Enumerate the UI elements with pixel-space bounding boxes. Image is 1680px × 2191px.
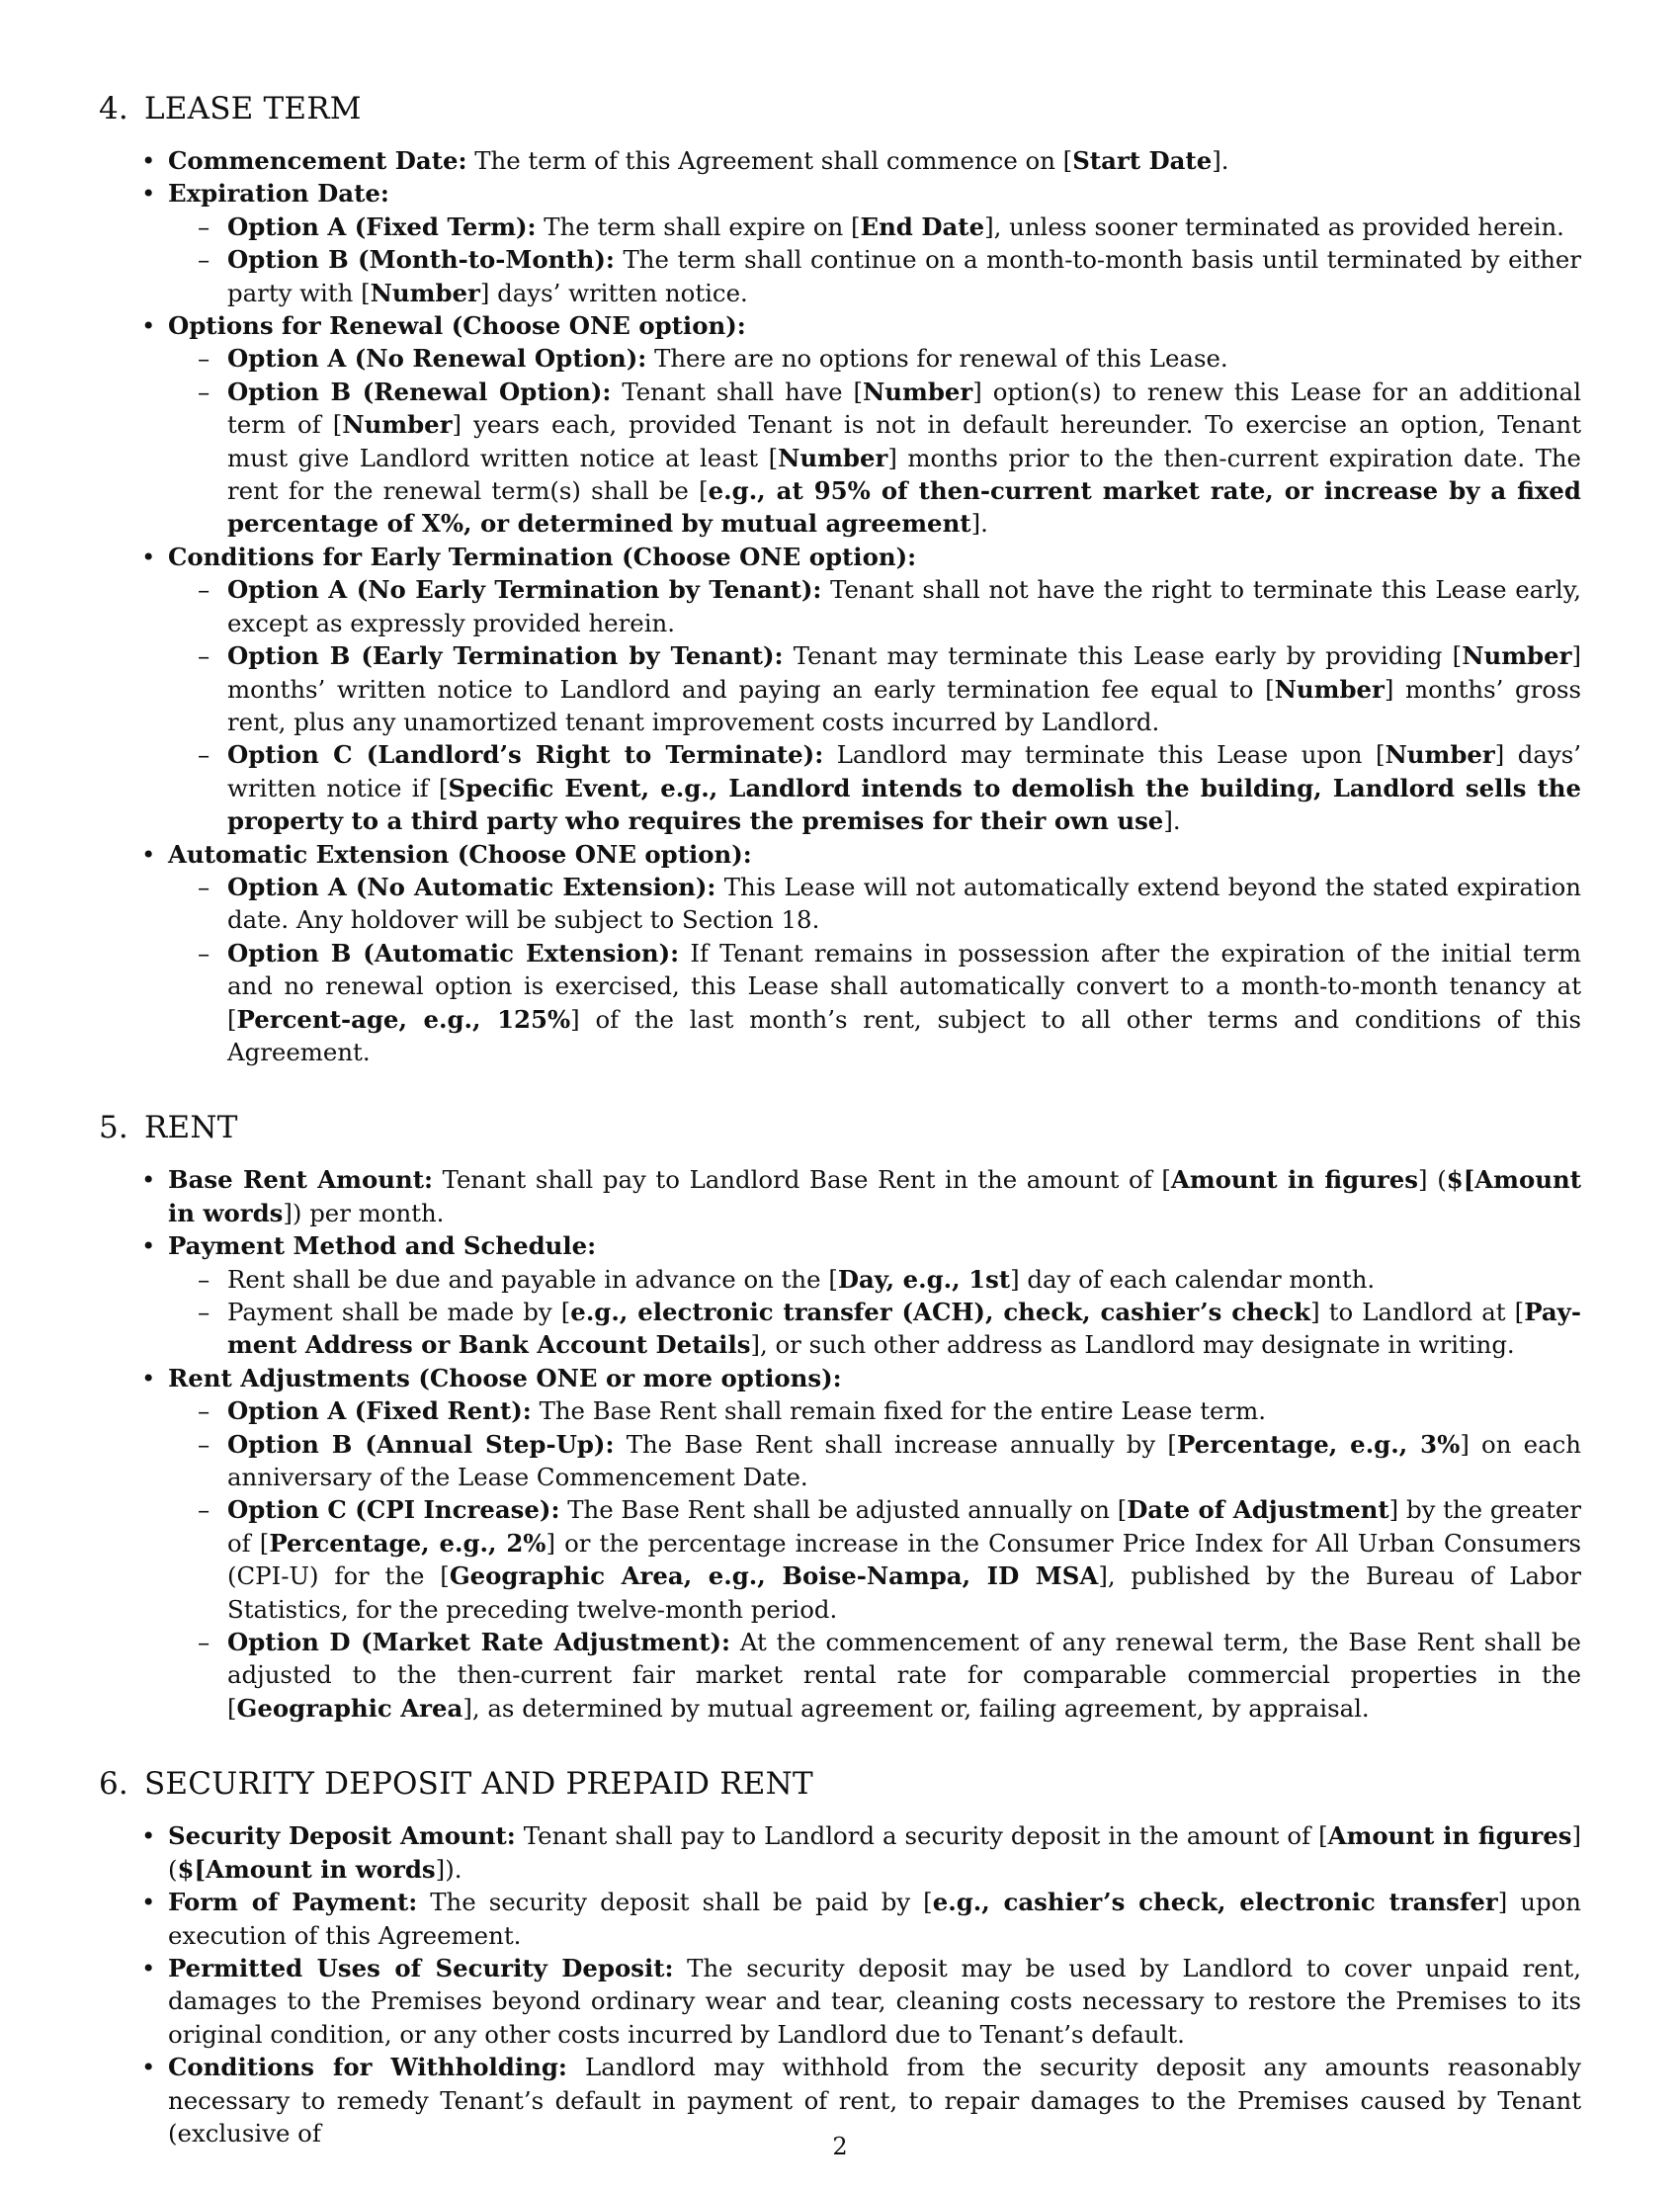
text-run: ] ( xyxy=(1418,1165,1447,1195)
section-heading xyxy=(99,91,1581,126)
text-run: Tenant may terminate this Lease early by providing [ xyxy=(783,641,1463,671)
bold-text: Expiration Date: xyxy=(168,179,389,209)
text-run: The Base Rent shall be adjusted annually on [ xyxy=(559,1495,1128,1525)
bold-text: Start Date xyxy=(1072,146,1213,175)
text-run: Payment shall be made by [ xyxy=(227,1298,571,1326)
sub-list xyxy=(168,1394,1581,1725)
text-run: The Base Rent shall remain fixed for the entire Lease term. xyxy=(531,1396,1267,1426)
bold-text: Option A (No Early Termination by Tenant): xyxy=(227,575,822,605)
text-run: ] months prior to the then-current expiration date. The rent for the renewal term(s) shall be [ xyxy=(227,443,1581,506)
text-run: If Tenant remains in possession after the expiration of the initial term and no renewal option is exercised, this Lease shall automatically convert to a month-to-month tenancy at [ xyxy=(227,938,1581,1034)
text-run: The security deposit shall be paid by [ xyxy=(417,1888,933,1917)
list-item xyxy=(168,541,1581,838)
section-list xyxy=(99,1819,1581,2149)
bold-text: Geographic Area xyxy=(236,1693,463,1723)
text-run: ] months’ gross rent, plus any unamortized tenant improvement costs incurred by Landlord. xyxy=(227,674,1581,736)
section-title: RENT xyxy=(144,1110,238,1146)
sub-list-item xyxy=(227,1428,1581,1494)
bold-text: Percent-age, e.g., 125% xyxy=(236,1004,571,1034)
sub-list-item xyxy=(227,573,1581,639)
text-run: ] to Landlord at [ xyxy=(1310,1298,1525,1326)
bold-text: Option B (Early Termination by Tenant): xyxy=(227,641,784,671)
bold-text: Number xyxy=(1274,674,1385,704)
bold-text: Option A (No Renewal Option): xyxy=(227,344,647,374)
section-title: SECURITY DEPOSIT AND PREPAID RENT xyxy=(144,1766,813,1803)
bold-text: Number xyxy=(342,410,453,440)
bold-text: Option D (Market Rate Adjustment): xyxy=(227,1628,730,1657)
page-number: 2 xyxy=(832,2133,848,2160)
text-run: ] months’ written notice to Landlord and paying an early termination fee equal to [ xyxy=(227,641,1581,704)
text-run: At the commencement of any renewal term, the Base Rent shall be adjusted to the then-current fair market rental rate for comparable commercial properties in the [ xyxy=(227,1628,1581,1723)
section-heading xyxy=(99,1110,1581,1145)
section-list xyxy=(99,144,1581,1068)
text-run: Tenant shall pay to Landlord Base Rent in the amount of [ xyxy=(432,1165,1171,1195)
list-item xyxy=(168,1229,1581,1362)
text-run: ], or such other address as Landlord may designate in writing. xyxy=(750,1330,1515,1360)
text-run: The Base Rent shall increase annually by [ xyxy=(614,1429,1177,1459)
text-run: ] of the last month’s rent, subject to all other terms and conditions of this Agreement. xyxy=(227,1004,1581,1066)
text-run: ] days’ written notice. xyxy=(479,278,748,307)
bold-text: Security Deposit Amount: xyxy=(168,1821,516,1851)
bold-text: Option A (Fixed Term): xyxy=(227,211,537,241)
text-run: ], as determined by mutual agreement or, failing agreement, by appraisal. xyxy=(462,1693,1370,1723)
bold-text: Automatic Extension (Choose ONE option): xyxy=(168,839,752,869)
document-body xyxy=(99,91,1581,2191)
text-run: ]. xyxy=(1163,806,1181,836)
bold-text: Option A (Fixed Rent): xyxy=(227,1396,532,1426)
section-heading xyxy=(99,1766,1581,1802)
bold-text: Options for Renewal (Choose ONE option): xyxy=(168,311,746,341)
section-number: 6. xyxy=(99,1766,128,1803)
bold-text: Number xyxy=(778,443,888,472)
sub-list-item xyxy=(227,639,1581,738)
sub-list xyxy=(168,342,1581,540)
text-run: ] years each, provided Tenant is not in default hereunder. To exercise an option, Tenant must give Landlord written notice at least [ xyxy=(227,410,1581,472)
bold-text: Percentage, e.g., 2% xyxy=(269,1528,546,1558)
bold-text: Number xyxy=(1385,740,1495,770)
text-run: The term of this Agreement shall commence on [ xyxy=(466,146,1073,175)
text-run: ], unless sooner terminated as provided herein. xyxy=(984,211,1564,241)
list-item xyxy=(168,1163,1581,1229)
text-run: ] by the greater of [ xyxy=(227,1495,1581,1558)
text-run: ] ( xyxy=(168,1821,1582,1884)
list-item xyxy=(168,309,1581,541)
section-list xyxy=(99,1163,1581,1725)
bold-text: $[Amount in words xyxy=(168,1165,1581,1227)
text-run: Landlord may withhold from the security deposit any amounts reasonably necessary to remedy Tenant’s default in payment of rent, to repair damages to the Premises caused by Tenant (exclusive of xyxy=(168,2053,1581,2148)
list-item xyxy=(168,1952,1581,2051)
bold-text: Conditions for Withholding: xyxy=(168,2053,567,2082)
bold-text: Rent Adjustments (Choose ONE or more options): xyxy=(168,1363,842,1392)
sub-list-item xyxy=(227,243,1581,309)
text-run: ] day of each calendar month. xyxy=(1010,1264,1376,1294)
bold-text: Amount in figures xyxy=(1170,1165,1419,1195)
text-run: ]. xyxy=(970,509,988,539)
bold-text: Date of Adjustment xyxy=(1127,1495,1389,1525)
sub-list-item xyxy=(227,871,1581,937)
bold-text: Number xyxy=(1462,641,1572,671)
bold-text: e.g., at 95% of then-current market rate, or increase by a fixed percentage of X%, or determined by mutual agreement xyxy=(227,476,1581,539)
text-run: Rent shall be due and payable in advance on the [ xyxy=(227,1264,838,1294)
sub-list xyxy=(168,1263,1581,1362)
bold-text: End Date xyxy=(860,211,985,241)
text-run: ] option(s) to renew this Lease for an additional term of [ xyxy=(227,377,1581,440)
sub-list-item xyxy=(227,1263,1581,1296)
bold-text: Option B (Annual Step-Up): xyxy=(227,1429,615,1459)
bold-text: Option B (Month-to-Month): xyxy=(227,245,615,275)
bold-text: Option A (No Automatic Extension): xyxy=(227,872,716,901)
section-number: 4. xyxy=(99,91,128,126)
text-run: Tenant shall pay to Landlord a security deposit in the amount of [ xyxy=(515,1821,1328,1851)
bold-text: Form of Payment: xyxy=(168,1888,418,1917)
bold-text: e.g., cashier’s check, electronic transfer xyxy=(932,1888,1498,1917)
list-item xyxy=(168,838,1581,1069)
sub-list-item xyxy=(227,738,1581,837)
list-item xyxy=(168,144,1581,177)
bold-text: Pay-ment Address or Bank Account Details xyxy=(227,1298,1581,1360)
bold-text: $[Amount in words xyxy=(177,1854,436,1884)
section-number: 5. xyxy=(99,1110,128,1146)
bold-text: Specific Event, e.g., Landlord intends to demolish the building, Landlord sells the property to a third party who requires the premises for their own use xyxy=(227,773,1581,836)
bold-text: Conditions for Early Termination (Choose ONE option): xyxy=(168,542,917,571)
bold-text: Geographic Area, e.g., Boise-Nampa, ID MSA xyxy=(449,1561,1099,1591)
text-run: ], published by the Bureau of Labor Statistics, for the preceding twelve-month period. xyxy=(227,1561,1581,1624)
bold-text: Option C (Landlord’s Right to Terminate): xyxy=(227,740,824,770)
text-run: ]). xyxy=(435,1854,462,1884)
bold-text: Number xyxy=(863,377,973,406)
sub-list-item xyxy=(227,937,1581,1069)
text-run: ]. xyxy=(1212,146,1229,175)
list-item xyxy=(168,1819,1581,1886)
bold-text: Payment Method and Schedule: xyxy=(168,1231,597,1261)
sub-list xyxy=(168,573,1581,837)
list-item xyxy=(168,177,1581,309)
sub-list xyxy=(168,211,1581,309)
bold-text: Option C (CPI Increase): xyxy=(227,1495,560,1525)
text-run: ] days’ written notice if [ xyxy=(227,740,1582,802)
bold-text: Percentage, e.g., 3% xyxy=(1176,1429,1461,1459)
text-run: Landlord may terminate this Lease upon [ xyxy=(823,740,1386,770)
text-run: ]) per month. xyxy=(283,1198,445,1227)
text-run: The security deposit may be used by Landlord to cover unpaid rent, damages to the Premises beyond ordinary wear and tear, cleaning costs necessary to restore the Premises to its original condition, or any other costs incurred by Landlord due to Tenant’s default. xyxy=(168,1953,1581,2049)
text-run: Tenant shall not have the right to terminate this Lease early, except as expressly provided herein. xyxy=(227,575,1581,637)
text-run: The term shall continue on a month-to-month basis until terminated by either party with [ xyxy=(227,245,1581,307)
list-item xyxy=(168,1362,1581,1725)
text-run: ] or the percentage increase in the Consumer Price Index for All Urban Consumers (CPI-U) for the [ xyxy=(227,1528,1581,1591)
bold-text: e.g., electronic transfer (ACH), check, cashier’s check xyxy=(570,1298,1311,1326)
bold-text: Number xyxy=(370,278,480,307)
section-title: LEASE TERM xyxy=(144,91,362,126)
text-run: ] upon execution of this Agreement. xyxy=(168,1888,1582,1950)
sub-list-item xyxy=(227,1626,1581,1725)
sub-list-item xyxy=(227,1296,1581,1362)
bold-text: Amount in figures xyxy=(1327,1821,1572,1851)
bold-text: Option B (Renewal Option): xyxy=(227,377,612,406)
sub-list xyxy=(168,871,1581,1068)
list-item xyxy=(168,1886,1581,1952)
bold-text: Base Rent Amount: xyxy=(168,1165,433,1195)
text-run: ] on each anniversary of the Lease Commencement Date. xyxy=(227,1429,1582,1492)
text-run: This Lease will not automatically extend beyond the stated expiration date. Any holdover will be subject to Section 18. xyxy=(227,872,1581,935)
text-run: There are no options for renewal of this Lease. xyxy=(646,344,1228,374)
bold-text: Permitted Uses of Security Deposit: xyxy=(168,1953,674,1982)
bold-text: Day, e.g., 1st xyxy=(837,1264,1011,1294)
text-run: Tenant shall have [ xyxy=(611,377,863,406)
bold-text: Option B (Automatic Extension): xyxy=(227,938,680,968)
sub-list-item xyxy=(227,1394,1581,1427)
sub-list-item xyxy=(227,376,1581,541)
sub-list-item xyxy=(227,211,1581,243)
sub-list-item xyxy=(227,1493,1581,1626)
bold-text: Commencement Date: xyxy=(168,146,467,175)
sub-list-item xyxy=(227,342,1581,375)
text-run: The term shall expire on [ xyxy=(536,211,861,241)
